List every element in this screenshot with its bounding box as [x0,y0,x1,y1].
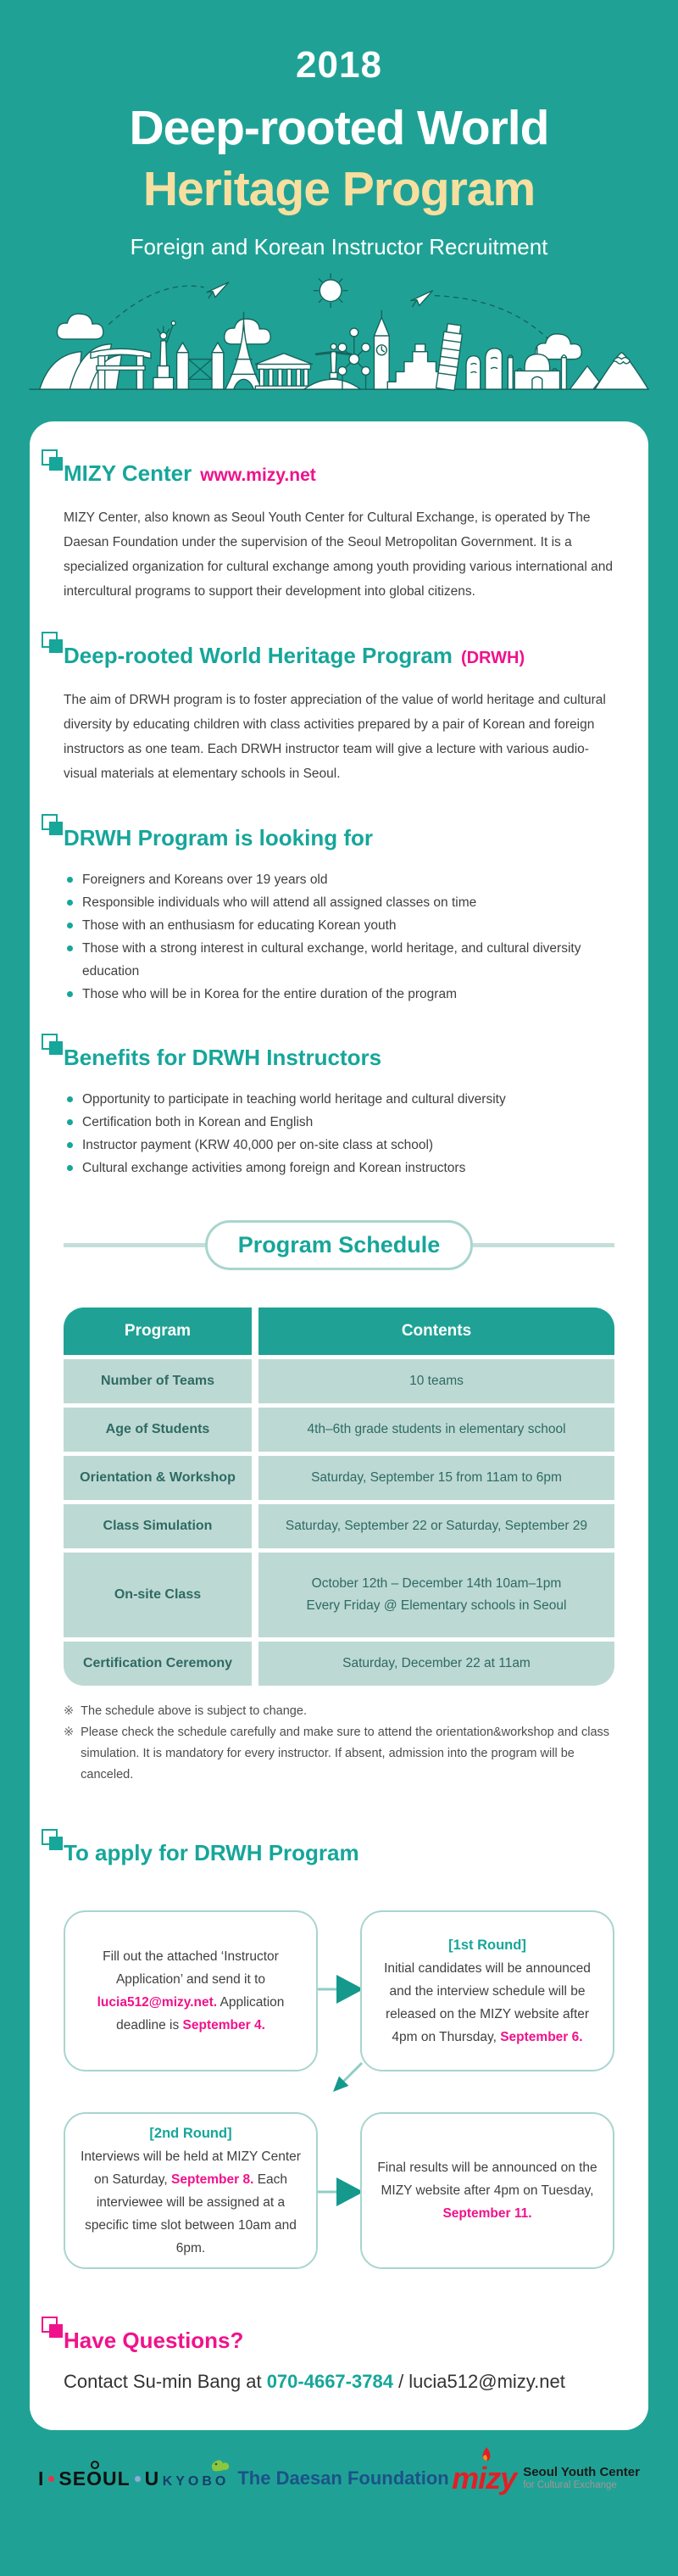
table-row-value: Saturday, September 15 from 11am to 6pm [258,1456,614,1500]
mizy-logo: mizy Seoul Youth Center for Cultural Exchange [452,2461,640,2496]
bullet-dot-icon [67,945,73,951]
bottom-spacer [0,2496,678,2525]
section-title-drwh [64,643,614,669]
list-item: Those with a strong interest in cultural exchange, world heritage, and cultural diversity education [64,937,614,983]
reference-mark-icon: ※ [64,1704,75,1718]
table-row-label: Orientation & Workshop [64,1456,252,1500]
announcement-date: September 6. [500,2029,583,2044]
mizy-website-link[interactable]: www.mizy.net [200,466,316,485]
arrow-diagonal-icon [333,2063,362,2092]
table-row-value: 10 teams [258,1359,614,1403]
bullet-dot-icon [67,877,73,883]
table-row-value: 4th–6th grade students in elementary school [258,1408,614,1452]
divider-line [473,1243,614,1247]
note-item: ※ Please check the schedule carefully and make sure to attend the orientation&workshop and class simulation. It is mandatory for every instructor. If absent, admission into the program will be canceled. [64,1722,614,1786]
looking-for-title: DRWH Program is looking for [64,825,373,850]
bullet-dot-icon [67,1119,73,1125]
column-header-contents: Contents [258,1308,614,1355]
poster-header [0,0,678,260]
application-flow [64,1910,614,2273]
mizy-title: MIZY Center [64,460,192,486]
section-marker-icon [42,1829,58,1845]
interview-date: September 8. [171,2172,254,2187]
pisa-tower [436,323,464,390]
section-marker-icon [42,632,58,648]
schedule-table [64,1308,614,1686]
schedule-notes [64,1701,614,1786]
phone-number[interactable]: 070-4667-3784 [266,2371,393,2392]
year-heading: 2018 [296,44,382,86]
bullet-dot-icon [67,1096,73,1102]
section-title-apply [64,1840,614,1866]
torii-gate [91,348,151,389]
section-marker-icon [42,2317,58,2333]
benefits-list [64,1088,614,1179]
big-ben [374,310,389,389]
section-marker-icon [42,1034,58,1050]
daesan-foundation-logo: KYOBO The Daesan Foundation [163,2467,449,2490]
table-row-label: Class Simulation [64,1504,252,1548]
bullet-dot-icon [67,991,73,997]
contact-line: Contact Su-min Bang at 070-4667-3784 / lucia512@mizy.net [64,2371,565,2392]
list-item: Opportunity to participate in teaching world heritage and cultural diversity [64,1088,614,1111]
arrow-right-icon [314,2177,364,2206]
list-item: Cultural exchange activities among foreign and Korean instructors [64,1157,614,1179]
divider-line [64,1243,205,1247]
o-with-ring: O [86,2467,103,2490]
apply-title: To apply for DRWH Program [64,1840,359,1865]
section-title-questions [64,2328,614,2354]
parthenon [255,354,312,389]
world-landmarks-illustration [0,272,678,398]
sun-icon [314,274,347,307]
subtitle: Foreign and Korean Instructor Recruitment [130,234,548,259]
benefits-title: Benefits for DRWH Instructors [64,1045,382,1070]
section-title-mizy [64,460,614,487]
list-item: Foreigners and Koreans over 19 years old [64,868,614,891]
moai-statues [466,348,502,389]
table-row-value: Saturday, September 22 or Saturday, September 29 [258,1504,614,1548]
deadline-date: September 4. [182,2018,265,2032]
footer-logos [0,2430,678,2496]
table-row-label: Number of Teams [64,1359,252,1403]
bullet-dot-icon [67,1165,73,1171]
reference-mark-icon: ※ [64,1726,75,1739]
title-line2: Heritage Program [142,162,536,216]
airplane-icon-right [411,291,433,307]
cloud-icon-2 [225,319,270,344]
title-line1: Deep-rooted World [129,101,549,155]
bullet-dot-icon [67,1142,73,1148]
red-dot-icon [48,2476,54,2482]
contact-email[interactable]: lucia512@mizy.net [408,2371,565,2392]
flame-icon [479,2447,492,2466]
list-item: Those who will be in Korea for the entire duration of the program [64,983,614,1006]
apply-step-1: Fill out the attached ‘Instructor Application’ and send it to lucia512@mizy.net. Application deadline is September 4. [64,1910,318,2071]
round-label: [2nd Round] [149,2125,232,2141]
table-row-label: Age of Students [64,1408,252,1452]
table-row-label: Certification Ceremony [64,1642,252,1686]
questions-title: Have Questions? [64,2328,244,2353]
arrow-right-icon [314,1975,364,2004]
drwh-title: Deep-rooted World Heritage Program [64,643,453,668]
mizy-paragraph: MIZY Center, also known as Seoul Youth Center for Cultural Exchange, is operated by The Daesan Foundation under the supervision of the Seoul Metropolitan Government. It is a specialized organization for cultural exchange among youth providing various international and intercultural programs to support their development into global citizens. [64,510,613,599]
apply-step-4: Final results will be announced on the MIZY website after 4pm on Tuesday, September 11. [360,2112,614,2269]
round-label: [1st Round] [448,1937,526,1953]
list-item: Instructor payment (KRW 40,000 per on-site class at school) [64,1134,614,1157]
list-item: Those with an enthusiasm for educating Korean youth [64,914,614,937]
table-row-label: On-site Class [64,1553,252,1637]
section-title-looking-for [64,825,614,851]
flight-trail-left [109,286,203,324]
table-row-value: October 12th – December 14th 10am–1pm Every Friday @ Elementary schools in Seoul [258,1553,614,1637]
note-item: ※ The schedule above is subject to change. [64,1701,614,1722]
kyobo-bird-icon [208,2457,231,2474]
section-marker-icon [42,814,58,830]
airplane-icon-left [207,282,229,298]
final-results-date: September 11. [442,2206,532,2221]
i-seoul-u-logo: I SE O UL U [38,2467,160,2490]
list-item: Certification both in Korean and English [64,1111,614,1134]
apply-step-3: [2nd Round] Interviews will be held at MIZY Center on Saturday, September 8. Each interviewee will be assigned at a specific time slot between 10am and 6pm. [64,2112,318,2269]
section-title-benefits [64,1045,614,1071]
drwh-abbreviation: (DRWH) [460,649,525,667]
christ-the-redeemer [304,343,361,389]
blue-dot-icon [135,2476,141,2482]
statue-of-liberty [153,321,175,389]
bullet-dot-icon [67,923,73,928]
cloud-icon-1 [57,314,103,339]
list-item: Responsible individuals who will attend all assigned classes on time [64,891,614,914]
section-marker-icon [42,449,58,466]
drwh-paragraph: The aim of DRWH program is to foster appreciation of the value of world heritage and cultural diversity by educating children with class activities prepared by a pair of Korean and foreign instructors as one team. Each DRWH instructor team will give a lecture with various audio-visual materials at elementary schools in Seoul. [64,693,606,781]
table-row-value: Saturday, December 22 at 11am [258,1642,614,1686]
email-link[interactable]: lucia512@mizy.net. [97,1995,218,2010]
column-header-program: Program [64,1308,252,1355]
looking-for-list [64,868,614,1006]
program-schedule-divider [64,1220,614,1270]
tower-bridge [177,343,224,389]
bullet-dot-icon [67,900,73,906]
atomium [338,328,370,389]
program-schedule-pill: Program Schedule [205,1220,474,1270]
apply-step-2: [1st Round] Initial candidates will be announced and the interview schedule will be released on the MIZY website after 4pm on Thursday, September 6. [360,1910,614,2071]
mount-fuji [595,353,648,389]
content-card [30,421,648,2430]
